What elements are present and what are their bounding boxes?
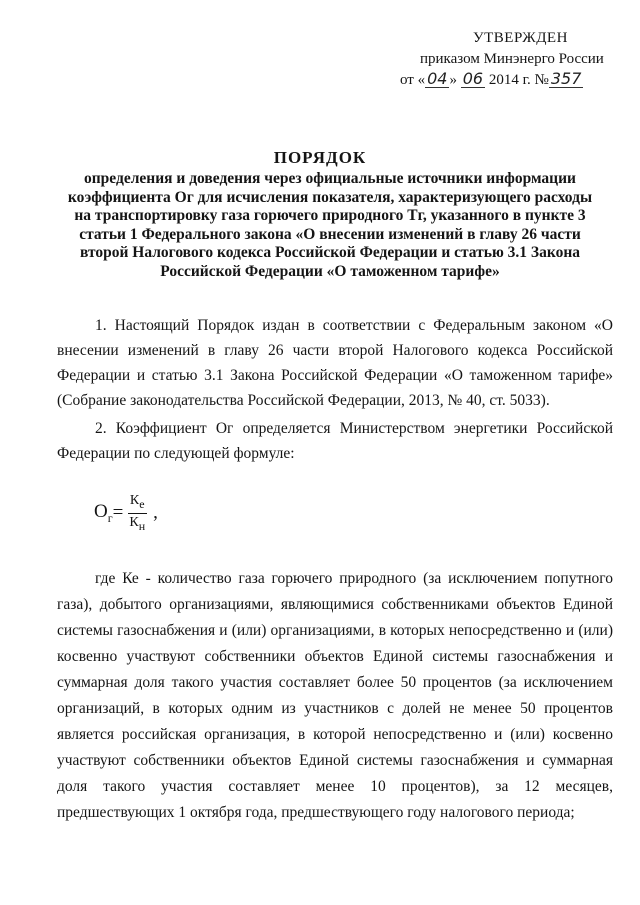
formula-fraction <box>127 492 147 535</box>
approval-status: УТВЕРЖДЕН <box>473 30 568 46</box>
order-number: 357 <box>550 69 582 88</box>
formula-equals: = <box>112 502 124 524</box>
formula-comma: , <box>153 502 158 524</box>
paragraph-3 <box>57 566 613 826</box>
paragraph-2-text: 2. Коэффициент Ог определяется Министерством энергетики Российской Федерации по следующей формуле: <box>57 420 613 462</box>
date-prefix: от « <box>400 72 426 88</box>
paragraph-2 <box>57 416 613 466</box>
paragraph-3-text: где Ке - количество газа горючего природного (за исключением попутного газа), добытого организациями, являющимися собственниками объектов Единой системы газоснабжения и (или) организациями, в которых непосредственно и (или) косвенно участвуют собственники объектов Единой системы газоснабжения и суммарная доля такого участия составляет более 50 процентов (за исключением организаций, в которых одним из участников с долей не менее 50 процентов является российская организация, в которой непосредственно и (или) косвенно участвуют собственники объектов Единой системы газоснабжения и суммарная доля такого участия составляет менее 10 процентов), за 12 месяцев, предшествующих 1 октября года, предшествующего году налогового периода; <box>57 570 613 821</box>
document-title: ПОРЯДОК <box>273 148 367 167</box>
approval-date-line <box>400 70 635 91</box>
date-month: 06 <box>462 69 484 88</box>
approval-stamp <box>400 28 635 91</box>
formula-lhs: $О_г$ <box>94 500 113 525</box>
date-mid: » <box>449 72 457 88</box>
formula-numerator: $К_е$ <box>128 492 147 514</box>
date-year: 2014 г. № <box>488 72 549 88</box>
formula <box>94 492 158 535</box>
paragraph-1-text: 1. Настоящий Порядок издан в соответствии с Федеральным законом «О внесении изменений в главу 26 части второй Налогового кодекса Российской Федерации и статью 3.1 Закона Российской Федерации «О таможенном тарифе» (Собрание законодательства Российской Федерации, 2013, № 40, ст. 5033). <box>57 317 613 409</box>
formula-denominator: $К_н$ <box>129 514 146 533</box>
paragraph-1 <box>57 313 613 413</box>
document-subtitle: определения и доведения через официальные источники информации коэффициента Ог для исчисления показателя, характеризующего расходы на транспортировку газа горючего природного Тг, указанного в пункте 3 статьи 1 Федерального закона «О внесении изменений в главу 26 части второй Налогового кодекса Российской Федерации и статью 3.1 Закона Российской Федерации «О таможенном тарифе» <box>67 170 593 280</box>
date-day: 04 <box>427 69 448 88</box>
approval-by: приказом Минэнерго России <box>420 51 604 67</box>
